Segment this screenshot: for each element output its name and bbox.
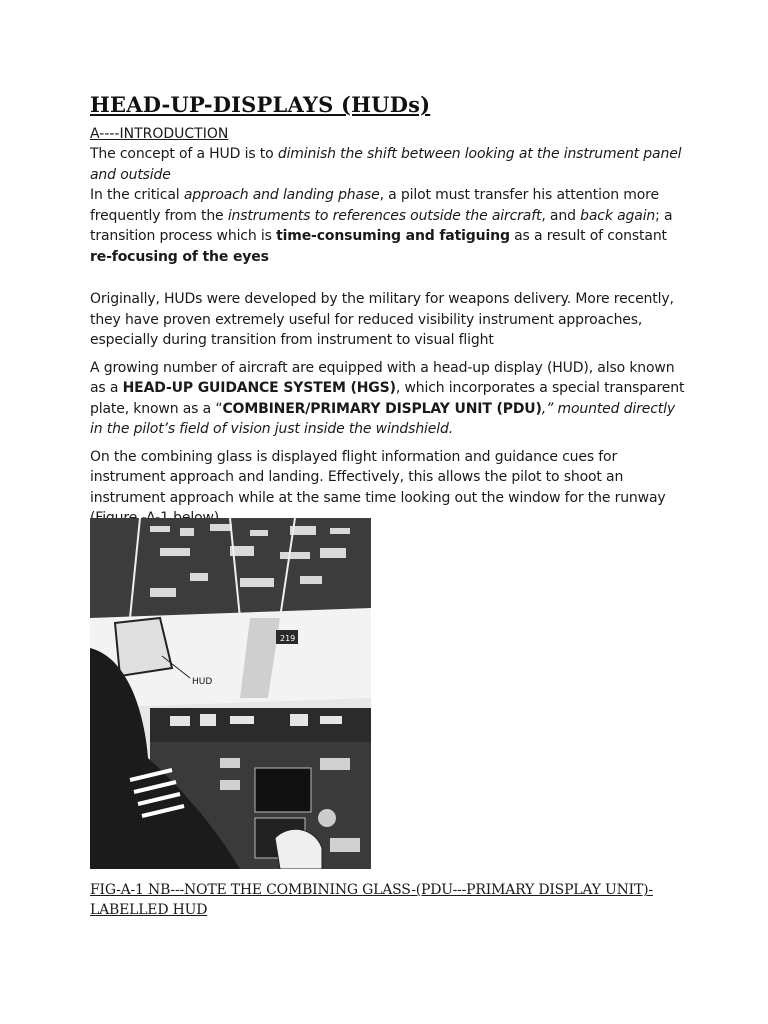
paragraph-concept bbox=[90, 144, 690, 185]
bold-text: time-consuming and fatiguing bbox=[276, 228, 510, 244]
bold-text: COMBINER/PRIMARY DISPLAY UNIT (PDU) bbox=[222, 400, 542, 417]
paragraph-approach bbox=[90, 185, 690, 267]
emphasis-text: approach and landing phase bbox=[183, 187, 380, 203]
page-title: HEAD-UP-DISPLAYS (HUDs) bbox=[90, 92, 431, 117]
cockpit-illustration bbox=[90, 518, 371, 869]
emphasis-text: back again bbox=[580, 207, 656, 224]
text-run: The concept of a HUD is to bbox=[90, 146, 278, 162]
document-body bbox=[90, 92, 690, 529]
text-run: , and bbox=[541, 207, 581, 224]
panel-label: 219 bbox=[280, 634, 296, 643]
emphasis-text: diminish the shift between looking at the instrument panel and outside bbox=[90, 146, 682, 183]
figure-caption: FIG-A-1 NB---NOTE THE COMBINING GLASS-(PDU---PRIMARY DISPLAY UNIT)- LABELLED HUD bbox=[90, 882, 653, 918]
text-run: A growing number of aircraft are equipped with a head-up display (HUD), also known as a bbox=[90, 359, 675, 396]
text-run: as a result of constant bbox=[509, 228, 667, 244]
text-run: ; a transition process which is bbox=[90, 207, 673, 244]
paragraph-origin: Originally, HUDs were developed by the military for weapons delivery. More recently, they have proven extremely useful for reduced visibility instrument approaches, especially during transition from instrument to visual flight bbox=[90, 291, 674, 348]
emphasis-text: ,” bbox=[541, 400, 558, 417]
text-run: , a pilot must transfer his attention more frequently from the bbox=[90, 187, 659, 224]
paragraph-hgs bbox=[90, 358, 690, 440]
emphasis-text: instruments to references outside the aircraft bbox=[227, 207, 542, 224]
hud-label: HUD bbox=[192, 677, 213, 687]
paragraph-combining-glass: On the combining glass is displayed flight information and guidance cues for instrument approach and landing. Effectively, this allows the pilot to shoot an instrument approach while at the same time looking out the window for the runway bbox=[90, 448, 666, 506]
cockpit-figure bbox=[90, 518, 371, 869]
bold-text: HEAD-UP GUIDANCE SYSTEM (HGS) bbox=[122, 380, 396, 396]
text-run: In the critical bbox=[90, 187, 184, 203]
text-run: , which incorporates a special transparent plate, known as a “ bbox=[90, 380, 685, 417]
bold-text: re-focusing of the eyes bbox=[90, 248, 269, 265]
emphasis-text: mounted directly in the pilot’s field of vision just inside the windshield. bbox=[90, 400, 675, 437]
section-heading: A----INTRODUCTION bbox=[90, 126, 229, 142]
